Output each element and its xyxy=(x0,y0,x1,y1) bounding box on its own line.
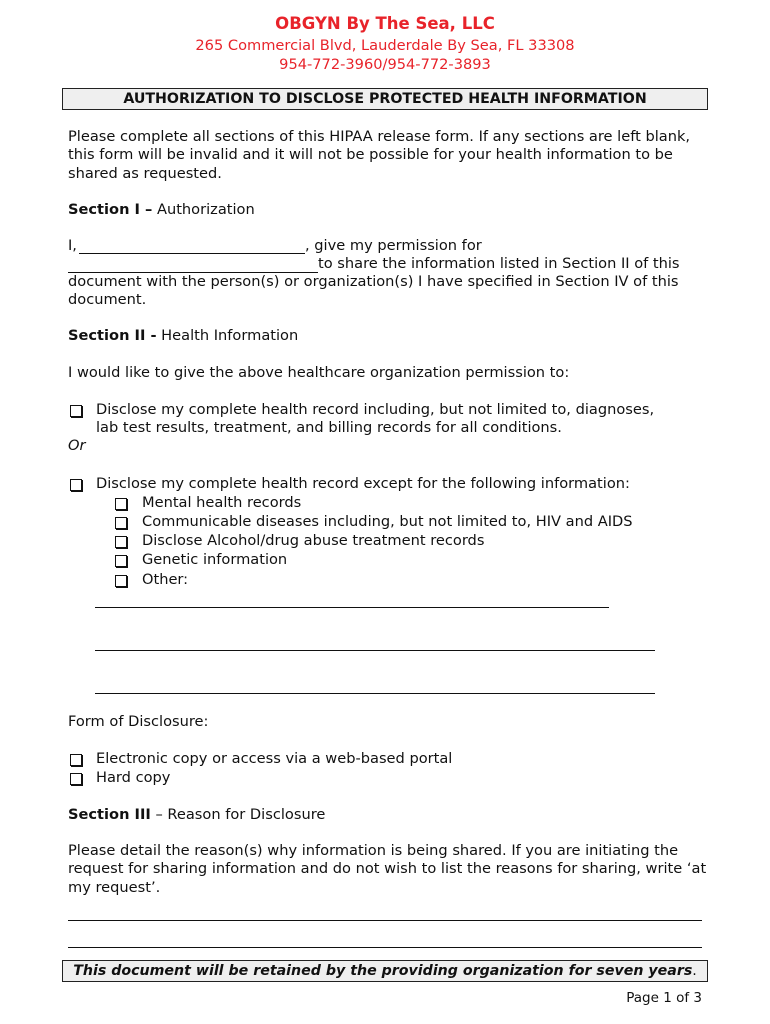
option1-line2: lab test results, treatment, and billing records for all conditions. xyxy=(96,419,562,436)
other-detail-line-1[interactable] xyxy=(95,607,609,608)
section1-name: Authorization xyxy=(152,201,255,218)
alcohol-drug-checkbox[interactable] xyxy=(115,536,127,548)
section2-name: Health Information xyxy=(156,327,299,344)
disclosure-electronic: Electronic copy or access via a web-based portal xyxy=(96,750,453,767)
other-checkbox[interactable] xyxy=(115,575,127,587)
section1-line1-suffix: , give my permission for xyxy=(305,237,482,254)
other-detail-line-3[interactable] xyxy=(95,693,655,694)
disclosure-hard-copy: Hard copy xyxy=(96,769,171,786)
reason-line-2[interactable] xyxy=(68,947,702,948)
section2-label: Section II - xyxy=(68,327,157,344)
or-text: Or xyxy=(68,437,86,454)
sub-option-genetic: Genetic information xyxy=(142,551,288,568)
other-detail-line-2[interactable] xyxy=(95,650,655,651)
form-of-disclosure-label: Form of Disclosure: xyxy=(68,713,209,730)
communicable-checkbox[interactable] xyxy=(115,517,127,529)
sub-option-communicable: Communicable diseases including, but not limited to, HIV and AIDS xyxy=(142,513,633,530)
section1-line1 xyxy=(68,237,77,255)
section1-line4: document. xyxy=(68,291,147,308)
section1-line3: document with the person(s) or organization(s) I have specified in Section IV of this xyxy=(68,273,679,290)
electronic-copy-checkbox[interactable] xyxy=(70,754,82,766)
mental-health-checkbox[interactable] xyxy=(115,498,127,510)
page-number: Page 1 of 3 xyxy=(626,990,702,1006)
intro-paragraph: Please complete all sections of this HIPAA release form. If any sections are left blank, this form will be invalid and it will not be possible for your health information to be shared as requested. xyxy=(68,128,691,182)
org-name: OBGYN By The Sea, LLC xyxy=(275,14,495,33)
section1-line1-prefix: I, xyxy=(68,237,77,254)
section2-heading xyxy=(68,327,298,345)
org-address: 265 Commercial Blvd, Lauderdale By Sea, FL 33308 xyxy=(195,37,575,54)
option2-checkbox[interactable] xyxy=(70,479,82,491)
section1-heading xyxy=(68,201,255,219)
reason-line-1[interactable] xyxy=(68,920,702,921)
section1-line2-suffix: to share the information listed in Section II of this xyxy=(318,255,680,272)
section3-heading xyxy=(68,806,325,824)
section2-prompt: I would like to give the above healthcare organization permission to: xyxy=(68,364,570,381)
section3-label: Section III xyxy=(68,806,151,823)
retention-notice-box xyxy=(62,960,708,982)
genetic-checkbox[interactable] xyxy=(115,555,127,567)
form-title: AUTHORIZATION TO DISCLOSE PROTECTED HEALTH INFORMATION xyxy=(62,88,708,110)
section3-instructions: Please detail the reason(s) why information is being shared. If you are initiating the request for sharing information and do not wish to list the reasons for sharing, write ‘at my request’. xyxy=(68,842,707,896)
section3-name: – Reason for Disclosure xyxy=(150,806,326,823)
sub-option-other: Other: xyxy=(142,571,189,588)
retention-notice: This document will be retained by the providing organization for seven years xyxy=(73,963,693,979)
option1-line1: Disclose my complete health record including, but not limited to, diagnoses, xyxy=(96,401,655,418)
hard-copy-checkbox[interactable] xyxy=(70,773,82,785)
option1-checkbox[interactable] xyxy=(70,405,82,417)
option2-text: Disclose my complete health record except for the following information: xyxy=(96,475,630,492)
sub-option-mental-health: Mental health records xyxy=(142,494,302,511)
sub-option-alcohol-drug: Disclose Alcohol/drug abuse treatment records xyxy=(142,532,485,549)
patient-name-field[interactable] xyxy=(79,253,305,254)
section1-label: Section I – xyxy=(68,201,153,218)
retention-period: . xyxy=(692,963,697,979)
org-phones: 954-772-3960/954-772-3893 xyxy=(279,56,491,73)
